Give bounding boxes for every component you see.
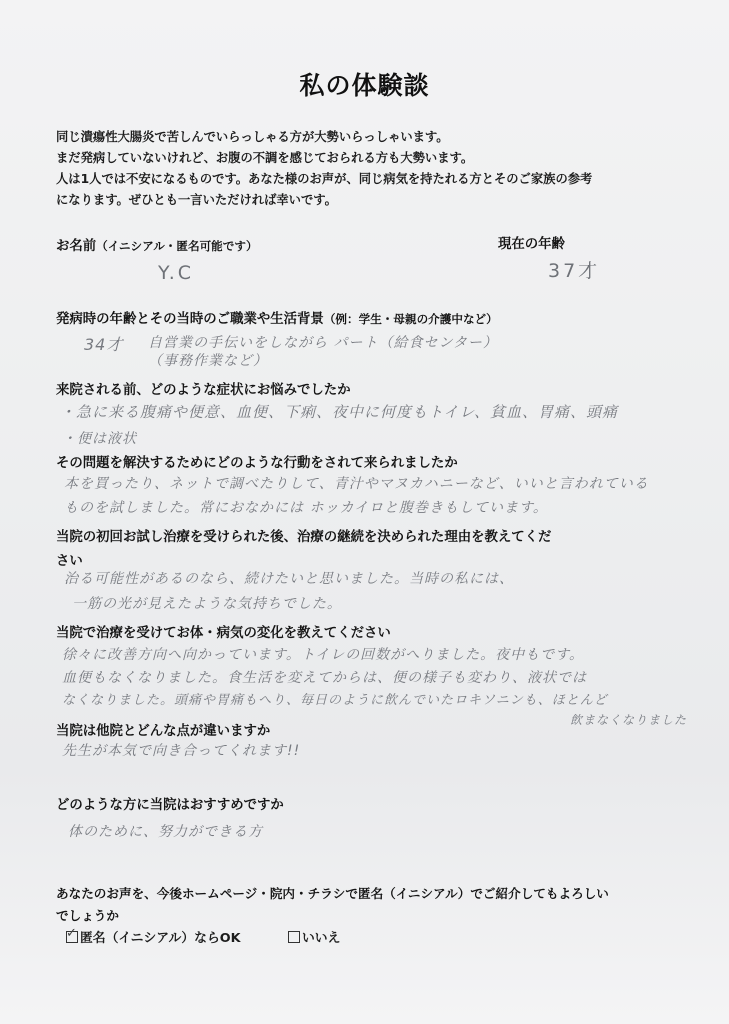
answer-onset-line: （事務作業など） xyxy=(148,353,268,369)
answer-continue-line: 治る可能性があるのなら、続けたいと思いました。当時の私には、 xyxy=(64,571,514,587)
consent-option-no[interactable] xyxy=(288,927,340,946)
name-answer: Y.C xyxy=(158,262,195,284)
consent-option-no-label: いいえ xyxy=(302,931,341,946)
answer-difference-line: 先生が本気で向き合ってくれます!! xyxy=(62,743,301,759)
answer-changes-line: 血便もなくなりました。食生活を変えてからは、便の様子も変わり、液状では xyxy=(62,670,587,686)
name-label-text: お名前 xyxy=(56,239,97,254)
question-continue-reason-cont: さい xyxy=(56,554,83,569)
answer-onset-line: 自営業の手伝いをしながら パート（給食センター） xyxy=(148,335,498,351)
question-changes: 当院で治療を受けてお体・病気の変化を教えてください xyxy=(56,626,391,641)
age-answer: 37才 xyxy=(548,260,601,282)
answer-actions-line: ものを試しました。常におなかには ホッカイロと腹巻きもしています。 xyxy=(64,500,548,516)
intro-text xyxy=(56,127,676,211)
answer-continue-line: 一筋の光が見えたような気持ちでした。 xyxy=(72,596,342,612)
name-label-note: （イニシアル・匿名可能です） xyxy=(96,239,258,253)
age-label: 現在の年齢 xyxy=(498,237,565,252)
page-title: 私の体験談 xyxy=(299,71,430,100)
answer-changes-line: 徐々に改善方向へ向かっています。トイレの回数がへりました。夜中もです。 xyxy=(62,647,585,663)
question-onset-background xyxy=(56,308,498,327)
answer-symptoms-line: ・急に来る腹痛や便意、血便、下痢、夜中に何度もトイレ、貧血、胃痛、頭痛 xyxy=(60,403,619,421)
name-label xyxy=(56,235,258,254)
question-actions: その問題を解決するためにどのような行動をされて来られましたか xyxy=(56,456,458,471)
question-symptoms: 来院される前、どのような症状にお悩みでしたか xyxy=(56,383,351,398)
consent-option-yes[interactable] xyxy=(66,927,241,946)
question-onset-note: （例：学生・母親の介護中など） xyxy=(323,312,498,326)
answer-onset-age: 34才 xyxy=(84,335,124,354)
answer-symptoms-line: ・便は液状 xyxy=(62,431,137,447)
intro-line: 同じ潰瘍性大腸炎で苦しんでいらっしゃる方が大勢いらっしゃいます。 xyxy=(56,130,449,144)
answer-changes-line: なくなりました。頭痛や胃痛もへり、毎日のように飲んでいたロキソニンも、ほとんど xyxy=(62,693,608,708)
intro-line: まだ発病していないけれど、お腹の不調を感じておられる方も大勢います。 xyxy=(56,151,474,165)
answer-actions-line: 本を買ったり、ネットで調べたりして、青汁やマヌカハニーなど、いいと言われている xyxy=(64,476,649,492)
consent-option-yes-label: 匿名（イニシアル）ならOK xyxy=(80,931,241,946)
checkbox-unchecked[interactable] xyxy=(288,931,300,943)
checkmark-icon: ✓ xyxy=(66,926,77,941)
intro-line: になります。ぜひとも一言いただければ幸いです。 xyxy=(56,193,337,207)
question-difference: 当院は他院とどんな点が違いますか xyxy=(56,724,271,739)
question-recommend: どのような方に当院はおすすめですか xyxy=(56,798,284,813)
answer-recommend-line: 体のために、努力ができる方 xyxy=(68,824,263,840)
question-onset-text: 発病時の年齢とその当時のご職業や生活背景 xyxy=(56,312,324,327)
question-continue-reason: 当院の初回お試し治療を受けられた後、治療の継続を決められた理由を教えてくだ xyxy=(56,530,552,545)
checkbox-checked[interactable] xyxy=(66,926,78,943)
consent-question: あなたのお声を、今後ホームページ・院内・チラシで匿名（イニシアル）でご紹介してもよろしい xyxy=(56,886,609,901)
intro-line: 人は1人では不安になるものです。あなた様のお声が、同じ病気を持たれる方とそのご家族の参考 xyxy=(56,172,593,186)
answer-changes-line: 飲まなくなりました xyxy=(570,713,688,727)
consent-question-cont: でしょうか xyxy=(56,908,119,923)
